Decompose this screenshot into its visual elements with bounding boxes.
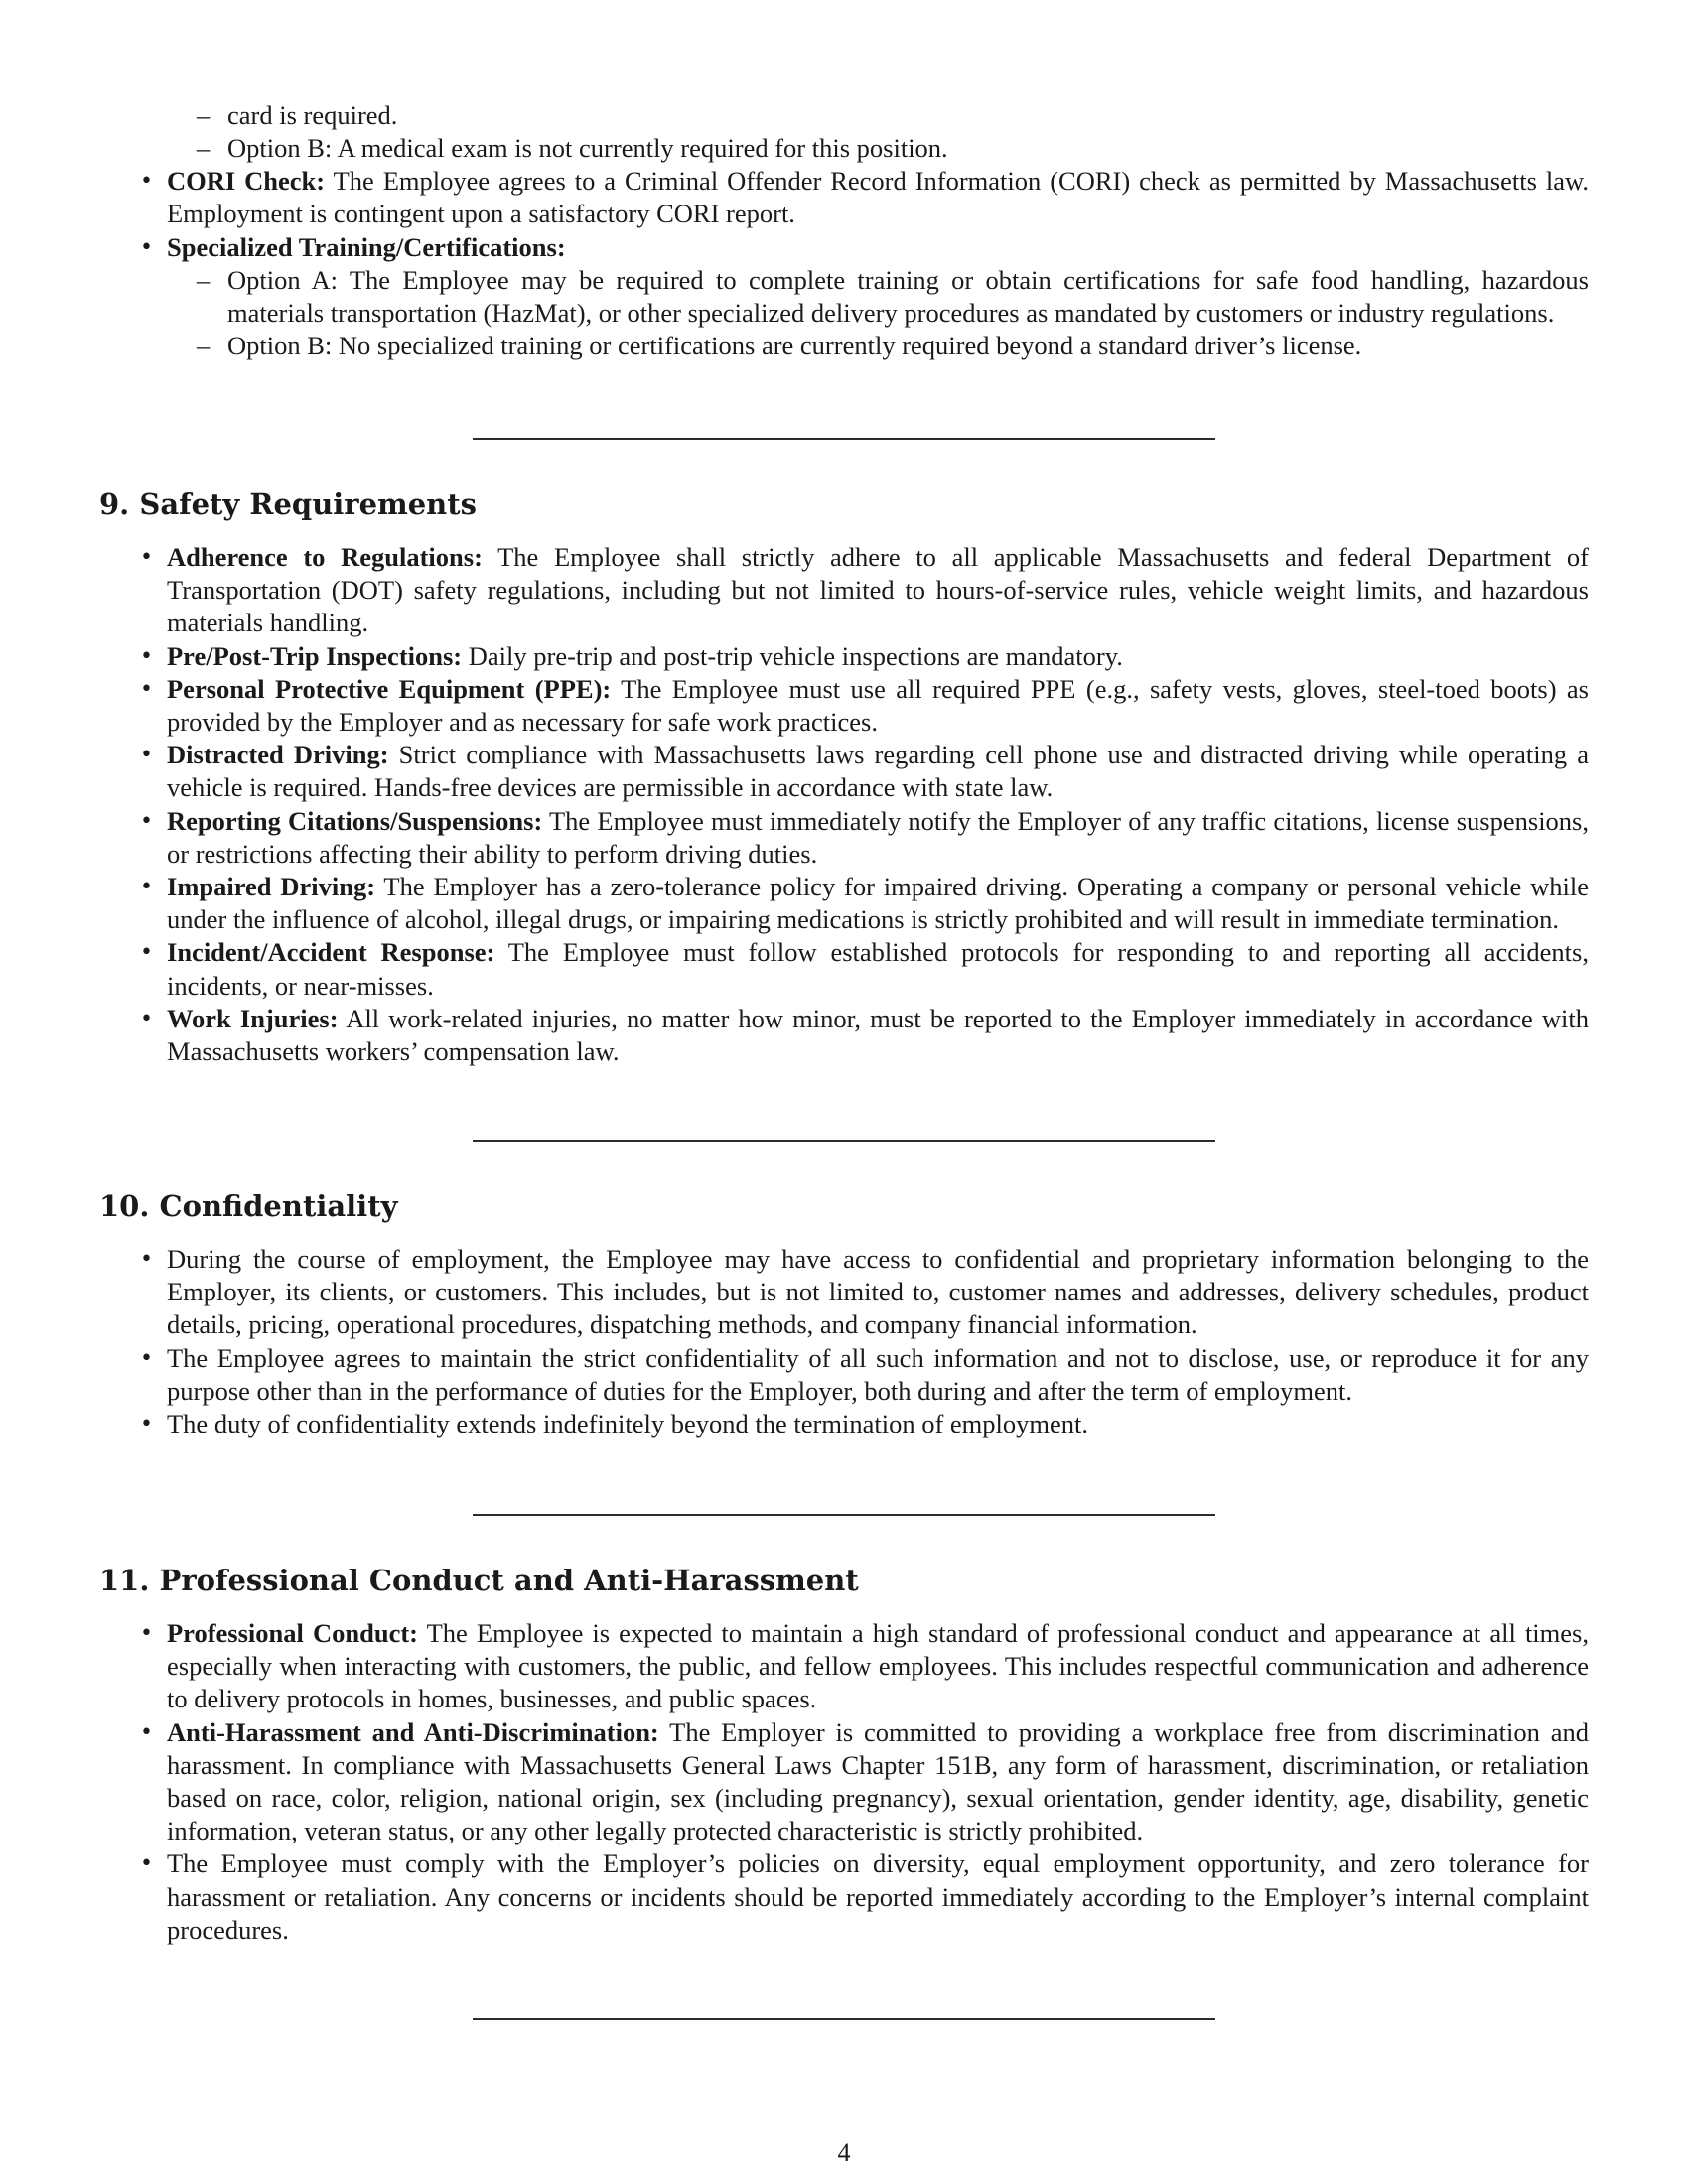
item-text: The Employer has a zero-tolerance policy for impaired driving. Operating a company or personal vehicle while under the influence of alcohol, illegal drugs, or impairing medications is strictly prohibited and will result in immediate termination. [167,872,1589,935]
training-label: Specialized Training/Certifications: [167,231,566,262]
page-number: 4 [837,2138,851,2167]
item-text: The Employee must follow established protocols for responding to and reporting all accidents, incidents, or near-misses. [167,937,1589,1001]
list-item [167,1617,1589,1716]
section9-heading: 9. Safety Requirements [99,487,477,521]
cori-check-item [167,165,1589,230]
item-label: Work Injuries: [167,1003,339,1033]
item-text: Strict compliance with Massachusetts laws regarding cell phone use and distracted driving while operating a vehicle is required. Hands-free devices are permissible in accordance with state law. [167,740,1589,803]
section10-list [167,1243,1589,1440]
list-item [167,805,1589,871]
item-label: Incident/Accident Response: [167,937,495,968]
list-item [167,541,1589,640]
list-item [167,936,1589,1002]
list-item [167,1716,1589,1848]
item-text: Daily pre-trip and post-trip vehicle inspections are mandatory. [462,640,1123,671]
item-label: Impaired Driving: [167,872,376,902]
cori-label: CORI Check: [167,166,326,197]
list-item [167,1342,1589,1408]
list-item [167,673,1589,739]
cori-text: The Employee agrees to a Criminal Offender Record Information (CORI) check as permitted by Massachusetts law. Employment is contingent upon a satisfactory CORI report. [167,166,1589,229]
section11-heading: 11. Professional Conduct and Anti-Harassment [99,1564,859,1597]
item-text: The Employee agrees to maintain the strict confidentiality of all such information and not to disclose, use, or reproduce it for any purpose other than in the performance of duties for the Employer, both during and after the term of employment. [167,1342,1589,1406]
item-text: The Employee shall strictly adhere to all applicable Massachusetts and federal Department of Transportation (DOT) safety regulations, including but not limited to hours-of-service rules, vehicle weight limits, and hazardous materials handling. [167,542,1589,638]
section-divider [473,1514,1215,1516]
training-option-b-text: Option B: No specialized training or certifications are currently required beyond a standard driver’s license. [227,331,1362,361]
section11-list [167,1617,1589,1947]
item-text: The Employee is expected to maintain a high standard of professional conduct and appearance at all times, especially when interacting with customers, the public, and fellow employees. This includes respectful communication and adherence to delivery protocols in homes, businesses, and public spaces. [167,1618,1589,1714]
training-item [167,231,1589,363]
item-label: Adherence to Regulations: [167,542,483,572]
item-text: The duty of confidentiality extends indefinitely beyond the termination of employment. [167,1409,1089,1439]
list-item [167,1408,1589,1440]
item-text: The Employee must comply with the Employer’s policies on diversity, equal employment opportunity, and zero tolerance for harassment or retaliation. Any concerns or incidents should be reported immediately according to the Employer’s internal complaint procedures. [167,1848,1589,1945]
item-label: Pre/Post-Trip Inspections: [167,640,463,671]
item-text: The Employee must use all required PPE (e.g., safety vests, gloves, steel-toed boots) as provided by the Employer and as necessary for safe work practices. [167,673,1589,738]
section-divider [473,438,1215,440]
list-item [167,1243,1589,1342]
training-option-b [227,330,1589,362]
item-label: Anti-Harassment and Anti-Discrimination: [167,1716,659,1747]
list-item [167,871,1589,936]
section9-list [167,541,1589,1068]
item-text: All work-related injuries, no matter how minor, must be reported to the Employer immediately in accordance with Massachusetts workers’ compensation law. [167,1003,1589,1067]
section8-continuation [167,99,1589,132]
option-continuation [227,99,1589,132]
medical-option-b-text: Option B: A medical exam is not currently required for this position. [227,133,948,163]
section-divider [473,1140,1215,1142]
list-item [167,739,1589,804]
item-text: During the course of employment, the Employee may have access to confidential and proprietary information belonging to the Employer, its clients, or customers. This includes, but is not limited to, customer names and addresses, delivery schedules, product details, pricing, operational procedures, dispatching methods, and company financial information. [167,1244,1589,1340]
training-option-a [227,264,1589,330]
list-item [167,1847,1589,1947]
section8-list [167,132,1589,362]
medical-option-b [227,132,1589,165]
item-label: Personal Protective Equipment (PPE): [167,673,612,704]
training-option-a-text: Option A: The Employee may be required to complete training or obtain certifications for safe food handling, hazardous materials transportation (HazMat), or other specialized delivery procedures as mandated by customers or industry regulations. [227,264,1589,329]
item-label: Distracted Driving: [167,740,389,770]
section-divider [473,2018,1215,2020]
item-text: The Employer is committed to providing a workplace free from discrimination and harassment. In compliance with Massachusetts General Laws Chapter 151B, any form of harassment, discrimination, or retaliation based on race, color, religion, national origin, sex (including pregnancy), sexual orientation, gender identity, age, disability, genetic information, veteran status, or any other legally protected characteristic is strictly prohibited. [167,1716,1589,1846]
item-label: Reporting Citations/Suspensions: [167,805,543,836]
section10-heading: 10. Confidentiality [99,1189,398,1223]
continuation-text: card is required. [227,100,398,130]
item-text: The Employee must immediately notify the Employer of any traffic citations, license suspensions, or restrictions affecting their ability to perform driving duties. [167,805,1589,869]
list-item [167,640,1589,673]
list-item [167,1003,1589,1068]
item-label: Professional Conduct: [167,1618,418,1648]
